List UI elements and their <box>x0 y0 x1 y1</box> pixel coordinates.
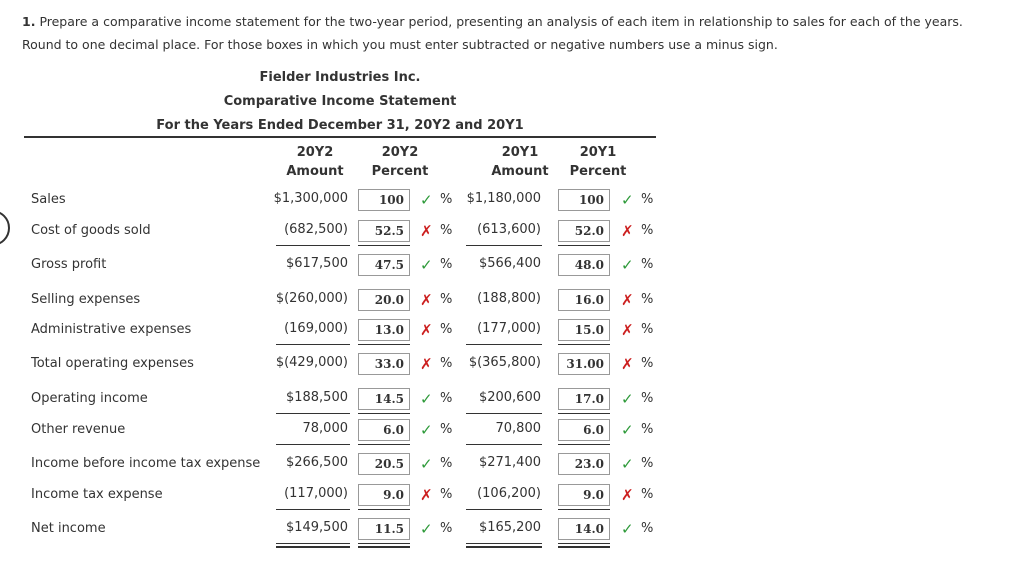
percent-sign: % <box>440 391 453 406</box>
question-number: 1. <box>22 14 36 29</box>
statement-title: Comparative Income Statement <box>223 94 457 109</box>
percent-sign: % <box>641 223 654 238</box>
row-selling-expenses-percent-20y2-input[interactable]: 20.0 <box>358 289 410 311</box>
check-icon: ✓ <box>621 390 634 408</box>
row-total-operating-expenses-amount-20y1: $(365,800) <box>468 355 541 370</box>
underline-rule <box>358 245 410 246</box>
percent-sign: % <box>440 422 453 437</box>
row-cost-of-goods-sold-label: Cost of goods sold <box>31 223 151 238</box>
row-other-revenue-amount-20y2: 78,000 <box>302 421 348 436</box>
underline-rule <box>276 509 350 510</box>
x-mark-icon: ✗ <box>420 291 433 309</box>
header-rule <box>24 136 656 138</box>
percent-sign: % <box>440 322 453 337</box>
check-icon: ✓ <box>621 421 634 439</box>
underline-rule <box>358 509 410 510</box>
x-mark-icon: ✗ <box>420 486 433 504</box>
underline-rule <box>466 509 542 510</box>
row-operating-income-label: Operating income <box>31 391 148 406</box>
row-income-before-income-tax-expense-amount-20y1: $271,400 <box>478 455 541 470</box>
check-icon: ✓ <box>420 390 433 408</box>
col-20y1-percent-year: 20Y1 <box>579 145 617 160</box>
row-selling-expenses-amount-20y2: $(260,000) <box>275 291 348 306</box>
col-20y2-amount-year: 20Y2 <box>296 145 334 160</box>
row-net-income-amount-20y2: $149,500 <box>285 520 348 535</box>
row-gross-profit-amount-20y2: $617,500 <box>285 256 348 271</box>
percent-sign: % <box>641 391 654 406</box>
row-income-tax-expense-percent-20y2-input[interactable]: 9.0 <box>358 484 410 506</box>
underline-rule <box>558 444 610 445</box>
underline-rule <box>358 444 410 445</box>
row-administrative-expenses-label: Administrative expenses <box>31 322 192 337</box>
percent-sign: % <box>641 322 654 337</box>
percent-sign: % <box>440 223 453 238</box>
check-icon: ✓ <box>621 455 634 473</box>
underline-rule <box>276 245 350 246</box>
col-20y1-percent-label: Percent <box>569 164 627 179</box>
instructions <box>22 10 1022 56</box>
col-20y2-amount-label: Amount <box>286 164 344 179</box>
percent-sign: % <box>641 487 654 502</box>
row-other-revenue-label: Other revenue <box>31 422 126 437</box>
row-selling-expenses-percent-20y1-input[interactable]: 16.0 <box>558 289 610 311</box>
row-income-before-income-tax-expense-percent-20y1-input[interactable]: 23.0 <box>558 453 610 475</box>
row-operating-income-percent-20y2-input[interactable]: 14.5 <box>358 388 410 410</box>
row-operating-income-amount-20y2: $188,500 <box>285 390 348 405</box>
percent-sign: % <box>440 487 453 502</box>
row-operating-income-amount-20y1: $200,600 <box>478 390 541 405</box>
row-total-operating-expenses-label: Total operating expenses <box>31 356 194 371</box>
row-administrative-expenses-amount-20y1: (177,000) <box>477 321 541 336</box>
row-operating-income-percent-20y1-input[interactable]: 17.0 <box>558 388 610 410</box>
underline-rule <box>558 245 610 246</box>
percent-sign: % <box>440 456 453 471</box>
row-sales-percent-20y1-input[interactable]: 100 <box>558 189 610 211</box>
row-income-before-income-tax-expense-label: Income before income tax expense <box>31 456 261 471</box>
underline-rule <box>466 444 542 445</box>
check-icon: ✓ <box>420 191 433 209</box>
row-income-tax-expense-percent-20y1-input[interactable]: 9.0 <box>558 484 610 506</box>
x-mark-icon: ✗ <box>621 355 634 373</box>
percent-sign: % <box>440 292 453 307</box>
instructions-line-2: Round to one decimal place. For those boxes in which you must enter subtracted or negative numbers use a minus sign. <box>22 37 778 52</box>
row-gross-profit-label: Gross profit <box>31 257 107 272</box>
underline-rule <box>558 509 610 510</box>
row-income-before-income-tax-expense-amount-20y2: $266,500 <box>285 455 348 470</box>
row-selling-expenses-amount-20y1: (188,800) <box>477 291 541 306</box>
percent-sign: % <box>641 521 654 536</box>
col-20y2-percent-label: Percent <box>371 164 429 179</box>
company-name: Fielder Industries Inc. <box>259 70 421 85</box>
row-net-income-amount-20y1: $165,200 <box>478 520 541 535</box>
check-icon: ✓ <box>420 421 433 439</box>
underline-rule <box>466 547 542 548</box>
statement-period: For the Years Ended December 31, 20Y2 and 20Y1 <box>156 118 524 133</box>
underline-rule <box>558 547 610 548</box>
instructions-text-1: Prepare a comparative income statement for the two-year period, presenting an analysis of each item in relationship to sales for each of the years. <box>39 14 963 29</box>
row-gross-profit-percent-20y1-input[interactable]: 48.0 <box>558 254 610 276</box>
percent-sign: % <box>440 257 453 272</box>
edge-circle-decoration <box>0 210 10 246</box>
underline-rule <box>466 245 542 246</box>
x-mark-icon: ✗ <box>621 486 634 504</box>
underline-rule <box>466 344 542 345</box>
row-other-revenue-amount-20y1: 70,800 <box>495 421 541 436</box>
underline-rule <box>466 413 542 414</box>
percent-sign: % <box>641 192 654 207</box>
percent-sign: % <box>440 192 453 207</box>
row-administrative-expenses-amount-20y2: (169,000) <box>284 321 348 336</box>
underline-rule <box>276 413 350 414</box>
row-administrative-expenses-percent-20y2-input[interactable]: 13.0 <box>358 319 410 341</box>
row-net-income-percent-20y2-input[interactable]: 11.5 <box>358 518 410 540</box>
percent-sign: % <box>440 356 453 371</box>
underline-rule <box>558 344 610 345</box>
percent-sign: % <box>440 521 453 536</box>
row-administrative-expenses-percent-20y1-input[interactable]: 15.0 <box>558 319 610 341</box>
row-total-operating-expenses-percent-20y2-input[interactable]: 33.0 <box>358 353 410 375</box>
col-20y1-amount-label: Amount <box>491 164 549 179</box>
row-selling-expenses-label: Selling expenses <box>31 292 141 307</box>
x-mark-icon: ✗ <box>420 321 433 339</box>
underline-rule <box>276 344 350 345</box>
underline-rule <box>358 344 410 345</box>
col-20y2-percent-year: 20Y2 <box>381 145 419 160</box>
check-icon: ✓ <box>621 256 634 274</box>
percent-sign: % <box>641 422 654 437</box>
row-cost-of-goods-sold-percent-20y1-input[interactable]: 52.0 <box>558 220 610 242</box>
row-income-tax-expense-amount-20y2: (117,000) <box>284 486 348 501</box>
instructions-line-1 <box>22 10 1022 33</box>
row-gross-profit-amount-20y1: $566,400 <box>478 256 541 271</box>
underline-rule <box>358 413 410 414</box>
check-icon: ✓ <box>420 520 433 538</box>
row-cost-of-goods-sold-amount-20y1: (613,600) <box>477 222 541 237</box>
row-income-before-income-tax-expense-percent-20y2-input[interactable]: 20.5 <box>358 453 410 475</box>
x-mark-icon: ✗ <box>621 321 634 339</box>
row-total-operating-expenses-percent-20y1-input[interactable]: 31.00 <box>558 353 610 375</box>
row-income-tax-expense-amount-20y1: (106,200) <box>477 486 541 501</box>
percent-sign: % <box>641 456 654 471</box>
underline-rule <box>276 547 350 548</box>
row-income-tax-expense-label: Income tax expense <box>31 487 163 502</box>
underline-rule <box>558 413 610 414</box>
row-gross-profit-percent-20y2-input[interactable]: 47.5 <box>358 254 410 276</box>
underline-rule <box>358 547 410 548</box>
check-icon: ✓ <box>621 191 634 209</box>
row-total-operating-expenses-amount-20y2: $(429,000) <box>275 355 348 370</box>
row-cost-of-goods-sold-percent-20y2-input[interactable]: 52.5 <box>358 220 410 242</box>
row-sales-amount-20y1: $1,180,000 <box>466 191 541 206</box>
row-net-income-label: Net income <box>31 521 106 536</box>
x-mark-icon: ✗ <box>420 222 433 240</box>
percent-sign: % <box>641 292 654 307</box>
percent-sign: % <box>641 257 654 272</box>
row-cost-of-goods-sold-amount-20y2: (682,500) <box>284 222 348 237</box>
check-icon: ✓ <box>420 455 433 473</box>
row-sales-amount-20y2: $1,300,000 <box>273 191 348 206</box>
percent-sign: % <box>641 356 654 371</box>
col-20y1-amount-year: 20Y1 <box>501 145 539 160</box>
row-net-income-percent-20y1-input[interactable]: 14.0 <box>558 518 610 540</box>
x-mark-icon: ✗ <box>621 222 634 240</box>
underline-rule <box>276 444 350 445</box>
check-icon: ✓ <box>420 256 433 274</box>
row-other-revenue-percent-20y1-input[interactable]: 6.0 <box>558 419 610 441</box>
x-mark-icon: ✗ <box>420 355 433 373</box>
x-mark-icon: ✗ <box>621 291 634 309</box>
check-icon: ✓ <box>621 520 634 538</box>
row-other-revenue-percent-20y2-input[interactable]: 6.0 <box>358 419 410 441</box>
row-sales-percent-20y2-input[interactable]: 100 <box>358 189 410 211</box>
row-sales-label: Sales <box>31 192 66 207</box>
